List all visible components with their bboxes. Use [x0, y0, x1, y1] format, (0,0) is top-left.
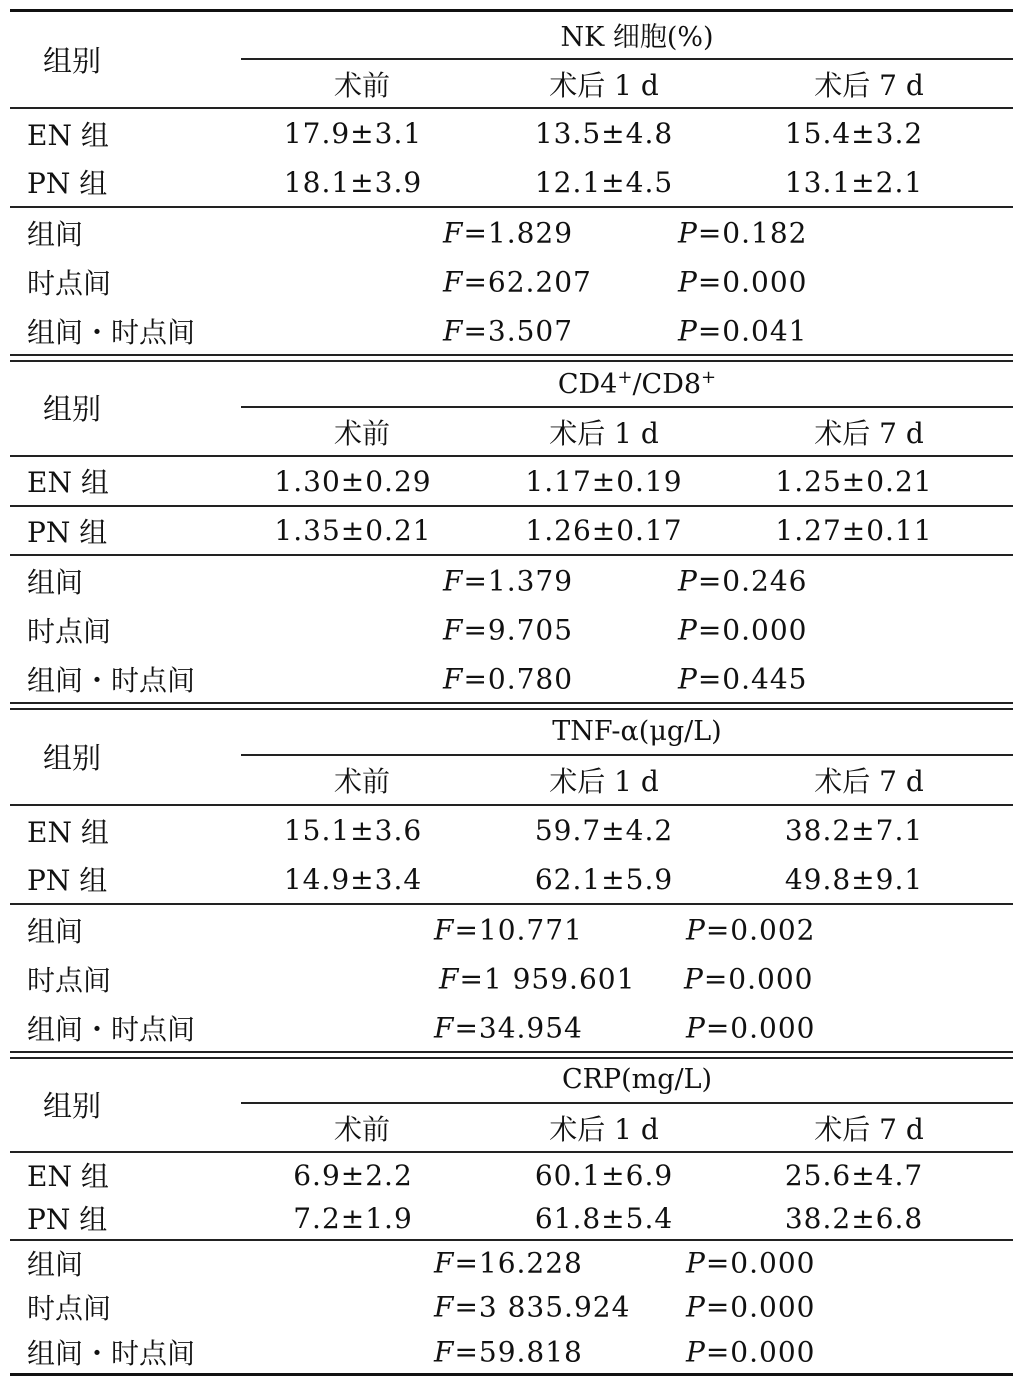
cell-value: 18.1±3.9: [283, 165, 423, 199]
time-header-pre: 术前: [333, 68, 390, 102]
row-label-between: 组间: [10, 1240, 241, 1285]
f-stat: F=59.818: [434, 1335, 583, 1369]
row-label-between: 组间: [10, 207, 241, 257]
row-label-time: 时点间: [27, 1292, 112, 1325]
row-label-time: 时点间: [27, 266, 112, 300]
f-stat: F=0.780: [443, 662, 574, 695]
f-stat: F=62.207: [443, 265, 592, 298]
f-stat: F=1.379: [443, 564, 574, 597]
row-label-between: 组间: [10, 555, 241, 605]
cell-value: 1.27±0.11: [725, 506, 1013, 555]
stat-row: [10, 954, 1013, 1003]
row-label-en: EN 组: [10, 1152, 241, 1197]
p-stat: P=0.000: [686, 1011, 816, 1044]
table-row: [10, 506, 1013, 555]
cell-value: 14.9±3.4: [283, 862, 423, 896]
time-header-pre: 术前: [333, 416, 390, 450]
stat-row: [10, 654, 1013, 703]
p-stat: P=0.041: [678, 314, 808, 347]
cell-value: 13.1±2.1: [784, 165, 924, 199]
row-label-interaction: 组间・时点间: [27, 315, 196, 349]
table-row: [10, 456, 1013, 506]
cell-value: 13.5±4.8: [483, 108, 725, 158]
stat-row: [10, 904, 1013, 954]
cell-value: 25.6±4.7: [725, 1152, 1013, 1197]
time-header-7d: 术后 7 d: [814, 765, 924, 798]
cell-value: 38.2±6.8: [784, 1201, 924, 1235]
table-row: [10, 805, 1013, 855]
f-stat: F=1 959.601: [439, 962, 636, 995]
cell-value: 61.8±5.4: [534, 1201, 674, 1235]
group-header: 组别: [43, 740, 102, 775]
cell-value: 15.4±3.2: [725, 108, 1013, 158]
metric-title: CD4+/CD8+: [241, 360, 1013, 407]
p-stat: P=0.000: [684, 962, 814, 995]
p-stat: P=0.445: [678, 662, 808, 695]
table-row: [10, 1152, 1013, 1197]
cell-value: 6.9±2.2: [241, 1152, 483, 1197]
row-label-interaction: 组间・时点间: [27, 1012, 196, 1046]
stat-row: [10, 1285, 1013, 1329]
p-stat: P=0.000: [686, 1335, 816, 1369]
time-header-1d: 术后 1 d: [549, 416, 659, 450]
section-tnf-alpha: [10, 708, 1013, 1052]
f-stat: F=34.954: [434, 1011, 583, 1044]
stat-row: [10, 555, 1013, 605]
row-label-pn: PN 组: [27, 167, 108, 200]
metric-title: CRP(mg/L): [241, 1057, 1013, 1103]
cell-value: 1.30±0.29: [241, 456, 483, 506]
p-stat: P=0.000: [678, 613, 808, 646]
row-label-time: 时点间: [27, 963, 112, 997]
time-header-7d: 术后 7 d: [814, 416, 924, 450]
row-label-en: EN 组: [10, 456, 241, 506]
stat-row: [10, 1240, 1013, 1285]
row-label-time: 时点间: [27, 614, 112, 648]
row-label-pn: PN 组: [27, 864, 108, 897]
cell-value: 12.1±4.5: [534, 165, 674, 199]
f-stat: F=16.228: [434, 1246, 583, 1280]
p-stat: P=0.002: [686, 913, 816, 946]
f-stat: F=10.771: [434, 913, 583, 946]
cell-value: 59.7±4.2: [483, 805, 725, 855]
group-header: 组别: [43, 1088, 102, 1123]
f-stat: F=3 835.924: [434, 1290, 631, 1324]
cell-value: 60.1±6.9: [483, 1152, 725, 1197]
f-stat: F=9.705: [443, 613, 574, 646]
stat-row: [10, 1003, 1013, 1052]
row-label-pn: PN 组: [27, 1203, 108, 1236]
p-stat: P=0.246: [678, 564, 808, 597]
p-stat: P=0.182: [678, 216, 808, 249]
p-stat: P=0.000: [678, 265, 808, 298]
cell-value: 7.2±1.9: [293, 1201, 413, 1235]
stat-row: [10, 207, 1013, 257]
table-row: [10, 158, 1013, 207]
metric-title: TNF-α(μg/L): [241, 708, 1013, 755]
table-row: [10, 855, 1013, 904]
cell-value: 62.1±5.9: [534, 862, 674, 896]
stat-row: [10, 306, 1013, 355]
row-label-interaction: 组间・时点间: [27, 663, 196, 697]
table-row: [10, 1197, 1013, 1240]
cell-value: 1.25±0.21: [725, 456, 1013, 506]
time-header-1d: 术后 1 d: [549, 765, 659, 798]
table-row: [10, 108, 1013, 158]
cell-value: 1.26±0.17: [483, 506, 725, 555]
f-stat: F=1.829: [443, 216, 574, 249]
f-stat: F=3.507: [443, 314, 574, 347]
cell-value: 15.1±3.6: [241, 805, 483, 855]
row-label-pn: PN 组: [10, 506, 241, 555]
p-stat: P=0.000: [686, 1290, 816, 1324]
cell-value: 38.2±7.1: [725, 805, 1013, 855]
cell-value: 1.17±0.19: [483, 456, 725, 506]
time-header-7d: 术后 7 d: [814, 1112, 924, 1146]
metric-title: NK 细胞(%): [241, 11, 1013, 59]
time-header-pre: 术前: [333, 1112, 390, 1146]
row-label-en: EN 组: [10, 108, 241, 158]
row-label-en: EN 组: [10, 805, 241, 855]
time-header-7d: 术后 7 d: [814, 68, 924, 102]
row-label-interaction: 组间・时点间: [27, 1337, 196, 1370]
section-crp: [10, 1057, 1013, 1375]
p-stat: P=0.000: [686, 1246, 816, 1280]
cell-value: 49.8±9.1: [784, 862, 924, 896]
group-header: 组别: [43, 43, 102, 78]
row-label-between: 组间: [10, 904, 241, 954]
stat-row: [10, 257, 1013, 306]
time-header-1d: 术后 1 d: [549, 68, 659, 102]
time-header-1d: 术后 1 d: [549, 1112, 659, 1146]
group-header: 组别: [43, 392, 102, 426]
section-nk: [10, 11, 1013, 355]
stat-row: [10, 605, 1013, 654]
cell-value: 1.35±0.21: [241, 506, 483, 555]
cell-value: 17.9±3.1: [241, 108, 483, 158]
time-header-pre: 术前: [333, 765, 390, 798]
stat-row: [10, 1329, 1013, 1375]
section-cd4-cd8: [10, 360, 1013, 703]
